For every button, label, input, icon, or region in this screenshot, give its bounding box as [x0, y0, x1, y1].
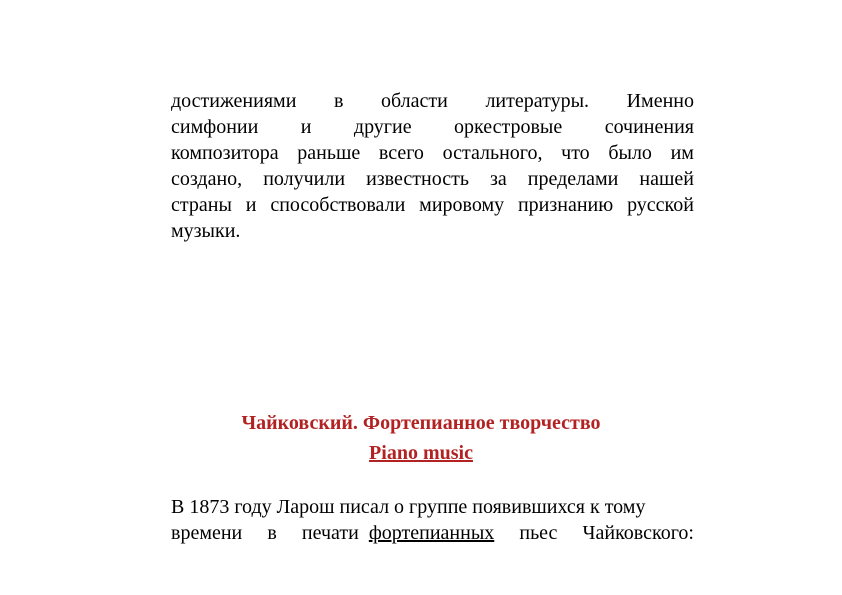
paragraph-body-line-2 — [171, 520, 694, 546]
body-word: пьес — [519, 522, 558, 544]
paragraph-word: способствовали — [270, 194, 406, 216]
paragraph-line — [171, 218, 694, 244]
paragraph-word: Именно — [626, 90, 694, 112]
paragraph-word: литературы. — [485, 90, 590, 112]
paragraph-word: известность — [366, 168, 469, 190]
body-word: в — [267, 522, 277, 544]
paragraph-line — [171, 114, 694, 140]
paragraph-word: что — [561, 142, 590, 164]
paragraph-word: раньше — [297, 142, 361, 164]
paragraph-word: другие — [353, 116, 412, 138]
paragraph-word: и — [245, 194, 257, 216]
paragraph-word: музыки. — [171, 220, 241, 242]
paragraph-word: остального, — [442, 142, 543, 164]
paragraph-word: признанию — [517, 194, 614, 216]
paragraph-line — [171, 88, 694, 114]
paragraph-word: нашей — [639, 168, 694, 190]
paragraph-word: мировому — [419, 194, 505, 216]
paragraph-word: пределами — [527, 168, 619, 190]
paragraph-word: композитора — [171, 142, 279, 164]
paragraph-word: страны — [171, 194, 232, 216]
paragraph-body-line-1: В 1873 году Ларош писал о группе появившихся к тому — [171, 496, 646, 518]
underlined-word: фортепианных — [368, 522, 495, 544]
paragraph-line — [171, 166, 694, 192]
paragraph-word: сочинения — [604, 116, 694, 138]
paragraph-word: русской — [627, 194, 694, 216]
paragraph-line — [171, 140, 694, 166]
paragraph-word: создано, — [171, 168, 243, 190]
paragraph-line — [171, 192, 694, 218]
paragraph-word: симфонии — [171, 116, 259, 138]
paragraph-word: получили — [263, 168, 346, 190]
paragraph-word: оркестровые — [454, 116, 563, 138]
paragraph-word: было — [608, 142, 652, 164]
paragraph-word: им — [670, 142, 694, 164]
paragraph-word: и — [300, 116, 312, 138]
section-subtitle: Piano music — [369, 442, 473, 464]
paragraph-word: области — [381, 90, 448, 112]
section-title: Чайковский. Фортепианное творчество — [241, 412, 601, 434]
paragraph-word: всего — [378, 142, 424, 164]
paragraph-word: за — [489, 168, 507, 190]
body-word-group — [302, 520, 494, 546]
paragraph-word: в — [333, 90, 344, 112]
body-word: времени — [171, 522, 243, 544]
body-word: Чайковского: — [582, 522, 694, 544]
body-word: печати — [301, 522, 359, 544]
paragraph-word: достижениями — [171, 90, 297, 112]
